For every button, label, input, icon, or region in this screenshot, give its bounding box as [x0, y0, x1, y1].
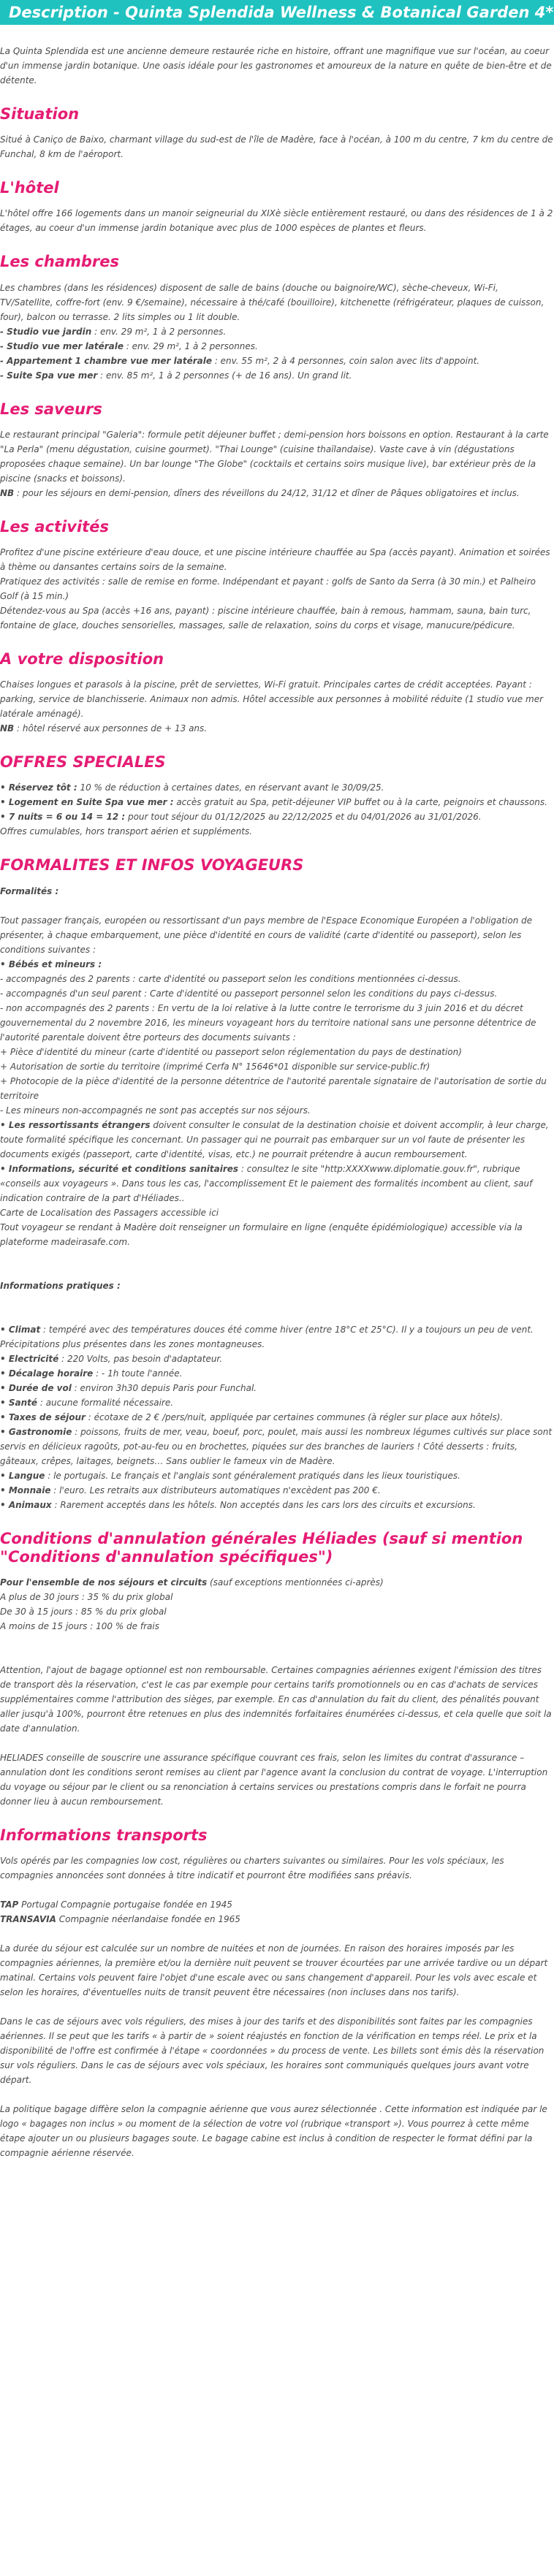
minor-line: - Les mineurs non-accompagnés ne sont pas acceptés sur nos séjours. [0, 1105, 311, 1116]
bebes-label-text: • Bébés et mineurs : [0, 959, 102, 969]
activites-heading: Les activités [0, 517, 109, 536]
offres-section [0, 780, 554, 839]
activites-section [0, 545, 554, 633]
offre-item [0, 780, 554, 795]
transports-intro: Vols opérés par les compagnies low cost, régulières ou charters suivantes ou similaires. Pour les vols spéciaux, les compagnies annoncées sont données à titre indicatif et pourront être modifiées sans préavis. [0, 1856, 504, 1881]
pratique-label: • Climat [0, 1324, 41, 1335]
activites-line: Détendez-vous au Spa (accès +16 ans, payant) : piscine intérieure chauffée, bain à remous, hammam, sauna, bain turc, fontaine de glace, douches sensorielles, massages, salle de relaxation, soins du corps et visage, manucure/pédicure. [0, 605, 531, 630]
transports-section [0, 1853, 554, 2160]
etrangers-item [0, 1118, 554, 1162]
offre-text: pour tout séjour du 01/12/2025 au 22/12/2025 et du 04/01/2026 au 31/01/2026. [125, 812, 482, 823]
pratique-text: : - 1h toute l'année. [93, 1368, 183, 1379]
annulation-intro-label: Pour l'ensemble de nos séjours et circuits [0, 1577, 208, 1588]
annulation-heading: Conditions d'annulation générales Héliades (sauf si mention "Conditions d'annulation spécifiques") [0, 1529, 523, 1566]
pratiques-sublabel [0, 1279, 554, 1293]
pratique-label: • Durée de vol [0, 1382, 72, 1393]
transports-para: Dans le cas de séjours avec vols réguliers, des mises à jour des tarifs et des disponibilités sont faites par les compagnies aériennes. Il se peut que les tarifs « à partir de » soient réajustés en fonction de la vérification en temps réel. Le prix et la disponibilité de l'offre est confirmée à l'étape « coordonnées » du process de vente. Les billets sont émis dès la réservation sur vols réguliers. Dans le cas de séjours avec vols spéciaux, les horaires sont communiqués quelques jours avant votre départ. [0, 2016, 544, 2086]
nb-label: NB [0, 723, 15, 734]
offre-text: 10 % de réduction à certaines dates, en réservant avant le 30/09/25. [77, 782, 384, 793]
pratique-text: : écotaxe de 2 € /pers/nuit, appliquée par certaines communes (à régler sur place aux hôtels). [85, 1411, 504, 1422]
infos-item [0, 1162, 554, 1205]
pratique-item [0, 1322, 554, 1352]
infos-label: • Informations, sécurité et conditions sanitaires [0, 1163, 239, 1174]
pratique-item [0, 1425, 554, 1468]
saveurs-heading: Les saveurs [0, 400, 102, 418]
disposition-heading: A votre disposition [0, 649, 164, 668]
room-label: - Appartement 1 chambre vue mer latérale [0, 355, 212, 366]
situation-heading: Situation [0, 105, 80, 123]
offres-heading: OFFRES SPECIALES [0, 753, 166, 771]
pratique-text: : 220 Volts, pas besoin d'adaptateur. [58, 1353, 223, 1364]
room-item [0, 339, 554, 354]
annulation-section [0, 1575, 554, 1809]
chambres-text: Les chambres (dans les résidences) disposent de salle de bains (douche ou baignoire/WC), sèche-cheveux, Wi-Fi, TV/Satellite, coffre-fort (env. 9 €/semaine), nécessaire à thé/café (bouilloire), kitchenette (réfrigérateur, plaques de cuisson, four), balcon ou terrasse. 2 lits simples ou 1 lit double. [0, 282, 544, 322]
company-label: TAP [0, 1899, 19, 1910]
saveurs-text: Le restaurant principal "Galeria": formule petit déjeuner buffet ; demi-pension hors boissons en option. Restaurant à la carte "La Perla" (menu dégustation, cuisine gourmet). "Thai Lounge" (cuisine thaïlandaise). Vaste cave à vin (dégustations proposées chaque semaine). Un bar lounge "The Globe" (cocktails et certains soirs musique live), bar extérieur près de la piscine (snacks et boissons). [0, 429, 549, 484]
pratique-item [0, 1468, 554, 1483]
pratique-text: : l'euro. Les retraits aux distributeurs automatiques n'excèdent pas 200 €. [50, 1485, 381, 1495]
chambres-heading: Les chambres [0, 253, 120, 271]
pratique-label: • Electricité [0, 1353, 59, 1364]
minor-line: + Pièce d'identité du mineur (carte d'identité ou passeport selon réglementation du pays de destination) [0, 1046, 462, 1057]
formalites-section [0, 884, 554, 1512]
title-bar [0, 0, 554, 25]
pratique-item [0, 1352, 554, 1366]
etrangers-label: • Les ressortissants étrangers [0, 1119, 151, 1130]
formalites-para: Tout passager français, européen ou ressortissant d'un pays membre de l'Espace Economique Européen a l'obligation de présenter, à chaque embarquement, une pièce d'identité en cours de validité (carte d'identité ou passeport), selon les conditions suivantes : [0, 915, 533, 955]
company-text: Portugal Compagnie portugaise fondée en 1945 [18, 1899, 232, 1910]
carte-localisation-link[interactable]: Carte de Localisation des Passagers accessible ici [0, 1207, 219, 1218]
minor-line: - accompagnés des 2 parents : carte d'identité ou passeport selon les conditions mentionnées ci-dessus. [0, 973, 461, 984]
page-title: Description - Quinta Splendida Wellness & Botanical Garden 4* [9, 4, 554, 21]
hotel-heading: L'hôtel [0, 179, 59, 197]
pratique-item [0, 1395, 554, 1410]
room-label: - Studio vue mer latérale [0, 340, 124, 351]
intro-text: La Quinta Splendida est une ancienne demeure restaurée riche en histoire, offrant une magnifique vue sur l'océan, au coeur d'un immense jardin botanique. Une oasis idéale pour les gastronomes et amoureux de la nature en quête de bien-être et de détente. [0, 46, 552, 85]
company-item [0, 1897, 554, 1912]
offre-label: • Logement en Suite Spa vue mer : [0, 797, 174, 808]
minor-line: + Photocopie de la pièce d'identité de la personne détentrice de l'autorité parentale signataire de l'autorisation de sortie du territoire [0, 1075, 547, 1101]
annulation-row: A plus de 30 jours : 35 % du prix global [0, 1591, 173, 1602]
minor-line: + Autorisation de sortie du territoire (imprimé Cerfa N° 15646*01 disponible sur service-public.fr) [0, 1061, 430, 1072]
company-text: Compagnie néerlandaise fondée en 1965 [56, 1914, 240, 1925]
pratique-label: • Monnaie [0, 1485, 51, 1495]
annulation-intro [0, 1575, 554, 1590]
room-label: - Suite Spa vue mer [0, 370, 98, 381]
room-label: - Studio vue jardin [0, 326, 92, 337]
pratique-label: • Langue [0, 1470, 45, 1481]
pratiques-sublabel-text: Informations pratiques : [0, 1280, 121, 1291]
room-item [0, 354, 554, 368]
minor-line: - accompagnés d'un seul parent : Carte d'identité ou passeport personnel selon les conditions du pays ci-dessus. [0, 988, 498, 999]
transports-para: La durée du séjour est calculée sur un nombre de nuitées et non de journées. En raison des horaires imposés par les compagnies aériennes, la première et/ou la dernière nuit peuvent se trouver écourtées par une arrivée tardive ou un départ matinal. Certains vols peuvent faire l'objet d'une escale avec ou sans changement d'appareil. Pour les vols avec escale et selon les horaires, d'éventuelles nuits de transit peuvent être nécessaires (non incluses dans nos tarifs). [0, 1943, 548, 1998]
pratique-label: • Décalage horaire [0, 1368, 94, 1379]
offre-item [0, 795, 554, 809]
pratique-item [0, 1410, 554, 1425]
madere-text: Tout voyageur se rendant à Madère doit renseigner un formulaire en ligne (enquête épidémiologique) accessible via la plateforme madeirasafe.com. [0, 1222, 523, 1247]
situation-text: Situé à Caniço de Baixo, charmant village du sud-est de l'île de Madère, face à l'océan, à 100 m du centre, 7 km du centre de Funchal, 8 km de l'aéroport. [0, 134, 553, 160]
room-desc: : env. 55 m², 2 à 4 personnes, coin salon avec lits d'appoint. [212, 355, 480, 366]
pratique-item [0, 1498, 554, 1512]
room-item [0, 324, 554, 339]
etrangers-text: doivent consulter le consulat de la destination choisie et doivent accomplir, à leur charge, toute formalité spécifique les concernant. Un passager qui ne pourrait pas embarquer sur un vol faute de présenter les documents exigés (passeport, carte d'identité, visas, etc.) ne pourrait prétendre à aucun remboursement. [0, 1119, 549, 1159]
pratique-text: : environ 3h30 depuis Paris pour Funchal. [71, 1382, 257, 1393]
infos-text: : consultez le site "http:XXXXwww.diplomatie.gouv.fr", rubrique «conseils aux voyageurs ». Dans tous les cas, l'accomplissement Et le paiement des formalités incombent au client, sauf indication contraire de la part d'Héliades.. [0, 1163, 533, 1203]
company-label: TRANSAVIA [0, 1914, 56, 1925]
bebes-label [0, 957, 554, 972]
activites-line: Profitez d'une piscine extérieure d'eau douce, et une piscine intérieure chauffée au Spa (accès payant). Animation et soirées à thème ou dansantes certains soirs de la semaine. [0, 546, 550, 572]
formalites-sublabel-text: Formalités : [0, 885, 59, 896]
pratique-text: : aucune formalité nécessaire. [37, 1397, 174, 1408]
nb-label: NB [0, 487, 15, 498]
transports-heading: Informations transports [0, 1826, 208, 1844]
pratique-label: • Gastronomie [0, 1426, 72, 1437]
pratique-text: : Rarement acceptés dans les hôtels. Non acceptés dans les cars lors des circuits et excursions. [51, 1499, 476, 1510]
pratique-label: • Santé [0, 1397, 38, 1408]
saveurs-section [0, 427, 554, 500]
offre-text: accès gratuit au Spa, petit-déjeuner VIP buffet ou à la carte, peignoirs et chaussons. [173, 797, 547, 808]
room-desc: : env. 85 m², 1 à 2 personnes (+ de 16 ans). Un grand lit. [97, 370, 352, 381]
saveurs-nb [0, 486, 554, 500]
pratique-item [0, 1366, 554, 1381]
annulation-para: Attention, l'ajout de bagage optionnel est non remboursable. Certaines compagnies aériennes exigent l'émission des titres de transport dès la réservation, c'est le cas par exemple pour certains tarifs promotionnels ou en cas d'achats de services supplémentaires comme l'attribution des sièges, par exemple. En cas d'annulation du fait du client, des pénalités pouvant aller jusqu'à 100%, pourront être retenues en plus des indemnités forfaitaires énumérées ci-dessus, et cela quelle que soit la date d'annulation. [0, 1664, 552, 1734]
pratique-text: : le portugais. Le français et l'anglais sont généralement pratiqués dans les lieux touristiques. [45, 1470, 460, 1481]
pratique-item [0, 1483, 554, 1498]
formalites-sublabel [0, 884, 554, 899]
offre-label: • Réservez tôt : [0, 782, 77, 793]
nb-text: : pour les séjours en demi-pension, dîners des réveillons du 24/12, 31/12 et dîner de Pâques obligatoires et inclus. [14, 487, 520, 498]
disposition-section [0, 677, 554, 736]
pratique-text: : tempéré avec des températures douces été comme hiver (entre 18°C et 25°C). Il y a toujours un peu de vent. Précipitations plus présentes dans les zones montagneuses. [0, 1324, 534, 1349]
room-item [0, 368, 554, 383]
nb-text: : hôtel réservé aux personnes de + 13 ans. [14, 723, 208, 734]
activites-line: Pratiquez des activités : salle de remise en forme. Indépendant et payant : golfs de Santo da Serra (à 30 min.) et Palheiro Golf (à 15 min.) [0, 576, 536, 601]
offres-footer: Offres cumulables, hors transport aérien et suppléments. [0, 826, 253, 837]
transports-para: La politique bagage diffère selon la compagnie aérienne que vous aurez sélectionnée . Cette information est indiquée par le logo « bagages non inclus » ou moment de la sélection de votre vol (rubrique «transport »). Vous pourrez à cette même étape ajouter un ou plusieurs bagages soute. Le bagage cabine est inclus à condition de respecter le format défini par la compagnie aérienne réservée. [0, 2104, 547, 2159]
chambres-section [0, 281, 554, 383]
room-desc: : env. 29 m², 1 à 2 personnes. [91, 326, 227, 337]
offre-label: • 7 nuits = 6 ou 14 = 12 : [0, 812, 126, 823]
company-item [0, 1912, 554, 1927]
annulation-row: A moins de 15 jours : 100 % de frais [0, 1620, 159, 1631]
offre-item [0, 809, 554, 824]
pratique-item [0, 1381, 554, 1395]
hotel-text: L'hôtel offre 166 logements dans un manoir seigneurial du XIXè siècle entièrement restauré, ou dans des résidences de 1 à 2 étages, au coeur d'un immense jardin botanique avec plus de 1000 espèces de plantes et fleurs. [0, 208, 553, 234]
annulation-intro-text: (sauf exceptions mentionnées ci-après) [207, 1577, 384, 1588]
annulation-para: HELIADES conseille de souscrire une assurance spécifique couvrant ces frais, selon les limites du contrat d'assurance – annulation dont les conditions seront remises au client par l'agence avant la conclusion du contrat de voyage. L'interruption du voyage ou séjour par le client ou sa renonciation à certains services ou prestations compris dans le forfait ne pourra donner lieu à aucun remboursement. [0, 1752, 548, 1807]
disposition-nb [0, 721, 554, 736]
room-desc: : env. 29 m², 1 à 2 personnes. [123, 340, 258, 351]
pratique-label: • Taxes de séjour [0, 1411, 86, 1422]
pratique-text: : poissons, fruits de mer, veau, boeuf, porc, poulet, mais aussi les nombreux légumes cultivés sur place sont servis en délicieux ragoûts, pot-au-feu ou en brochettes, piquées sur des branches de lauriers ! Côté desserts : fruits, gâteaux, crêpes, laitages, beignets… Sans oublier le fameux vin de Madère. [0, 1426, 553, 1466]
minor-line: - non accompagnés des 2 parents : En vertu de la loi relative à la lutte contre le terrorisme du 3 juin 2016 et du décret gouvernemental du 2 novembre 2016, les mineurs voyageant hors du territoire national sans une personne détentrice de l'autorité parentale doivent être porteurs des documents suivants : [0, 1002, 536, 1043]
disposition-text: Chaises longues et parasols à la piscine, prêt de serviettes, Wi-Fi gratuit. Principales cartes de crédit acceptées. Payant : parking, service de blanchisserie. Animaux non admis. Hôtel accessible aux personnes à mobilité réduite (1 studio vue mer latérale aménagé). [0, 679, 544, 720]
annulation-row: De 30 à 15 jours : 85 % du prix global [0, 1606, 167, 1617]
formalites-heading: FORMALITES ET INFOS VOYAGEURS [0, 856, 304, 874]
pratique-label: • Animaux [0, 1499, 52, 1510]
